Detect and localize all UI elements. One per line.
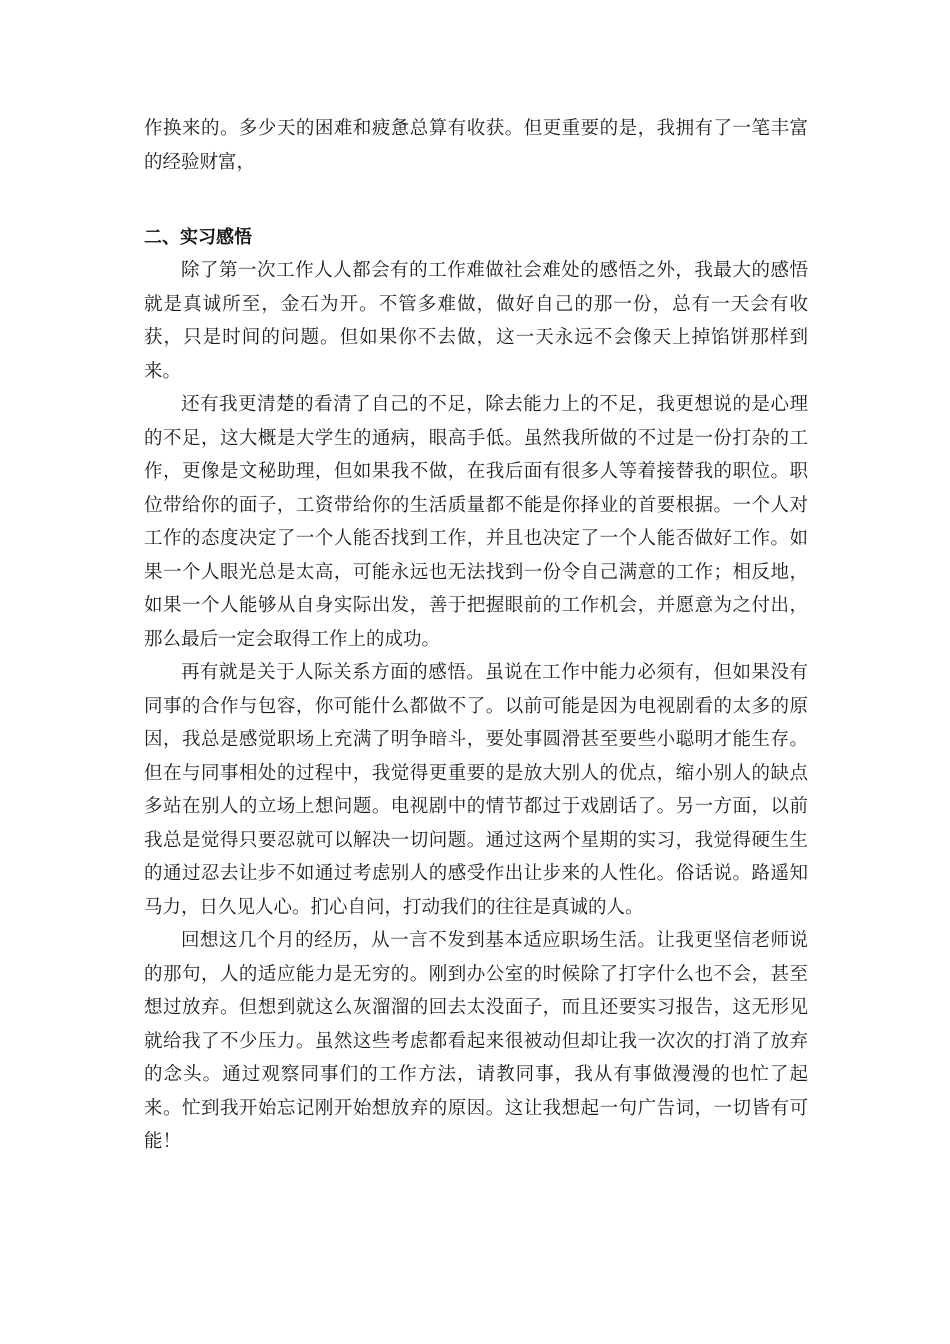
paragraph-sincerity: 除了第一次工作人人都会有的工作难做社会难处的感悟之外，我最大的感悟就是真诚所至，金石为开。不管多难做，做好自己的那一份，总有一天会有收获，只是时间的问题。但如果你不去做，这一天永远不会像天上掉馅饼那样到来。 — [144, 260, 808, 382]
section-spacer — [144, 179, 808, 223]
paragraph-shortcomings: 还有我更清楚的看清了自己的不足，除去能力上的不足，我更想说的是心理的不足，这大概是大学生的通病，眼高手低。虽然我所做的不过是一份打杂的工作，更像是文秘助理，但如果我不做，在我后面有很多人等着接替我的职位。职位带给你的面子，工资带给你的生活质量都不能是你择业的首要根据。一个人对工作的态度决定了一个人能否找到工作，并且也决定了一个人能否做好工作。如果一个人眼光总是太高，可能永远也无法找到一份令自己满意的工作；相反地，如果一个人能够从自身实际出发，善于把握眼前的工作机会，并愿意为之付出，那么最后一定会取得工作上的成功。 — [144, 394, 808, 650]
paragraph-adaptation: 回想这几个月的经历，从一言不发到基本适应职场生活。让我更坚信老师说的那句，人的适应能力是无穷的。刚到办公室的时候除了打字什么也不会，甚至想过放弃。但想到就这么灰溜溜的回去太没面子，而且还要实习报告，这无形见就给我了不少压力。虽然这些考虑都看起来很被动但却让我一次次的打消了放弃的念头。通过观察同事们的工作方法，请教同事，我从有事做漫漫的也忙了起来。忙到我开始忘记刚开始想放弃的原因。这让我想起一句广告词，一切皆有可能！ — [144, 930, 808, 1152]
document-body — [144, 112, 808, 1159]
paragraph-relationships: 再有就是关于人际关系方面的感悟。虽说在工作中能力必须有，但如果没有同事的合作与包容，你可能什么都做不了。以前可能是因为电视剧看的太多的原因，我总是感觉职场上充满了明争暗斗，要处事圆滑甚至要些小聪明才能生存。但在与同事相处的过程中，我觉得更重要的是放大别人的优点，缩小别人的缺点多站在别人的立场上想问题。电视剧中的情节都过于戏剧话了。另一方面，以前我总是觉得只要忍就可以解决一切问题。通过这两个星期的实习，我觉得硬生生的通过忍去让步不如通过考虑别人的感受作出让步来的人性化。俗话说。路遥知马力，日久见人心。扪心自问，打动我们的往往是真诚的人。 — [144, 662, 808, 918]
section-heading: 二、实习感悟 — [144, 227, 252, 248]
continued-paragraph: 作换来的。多少天的困难和疲惫总算有收获。但更重要的是，我拥有了一笔丰富的经验财富， — [144, 118, 808, 173]
